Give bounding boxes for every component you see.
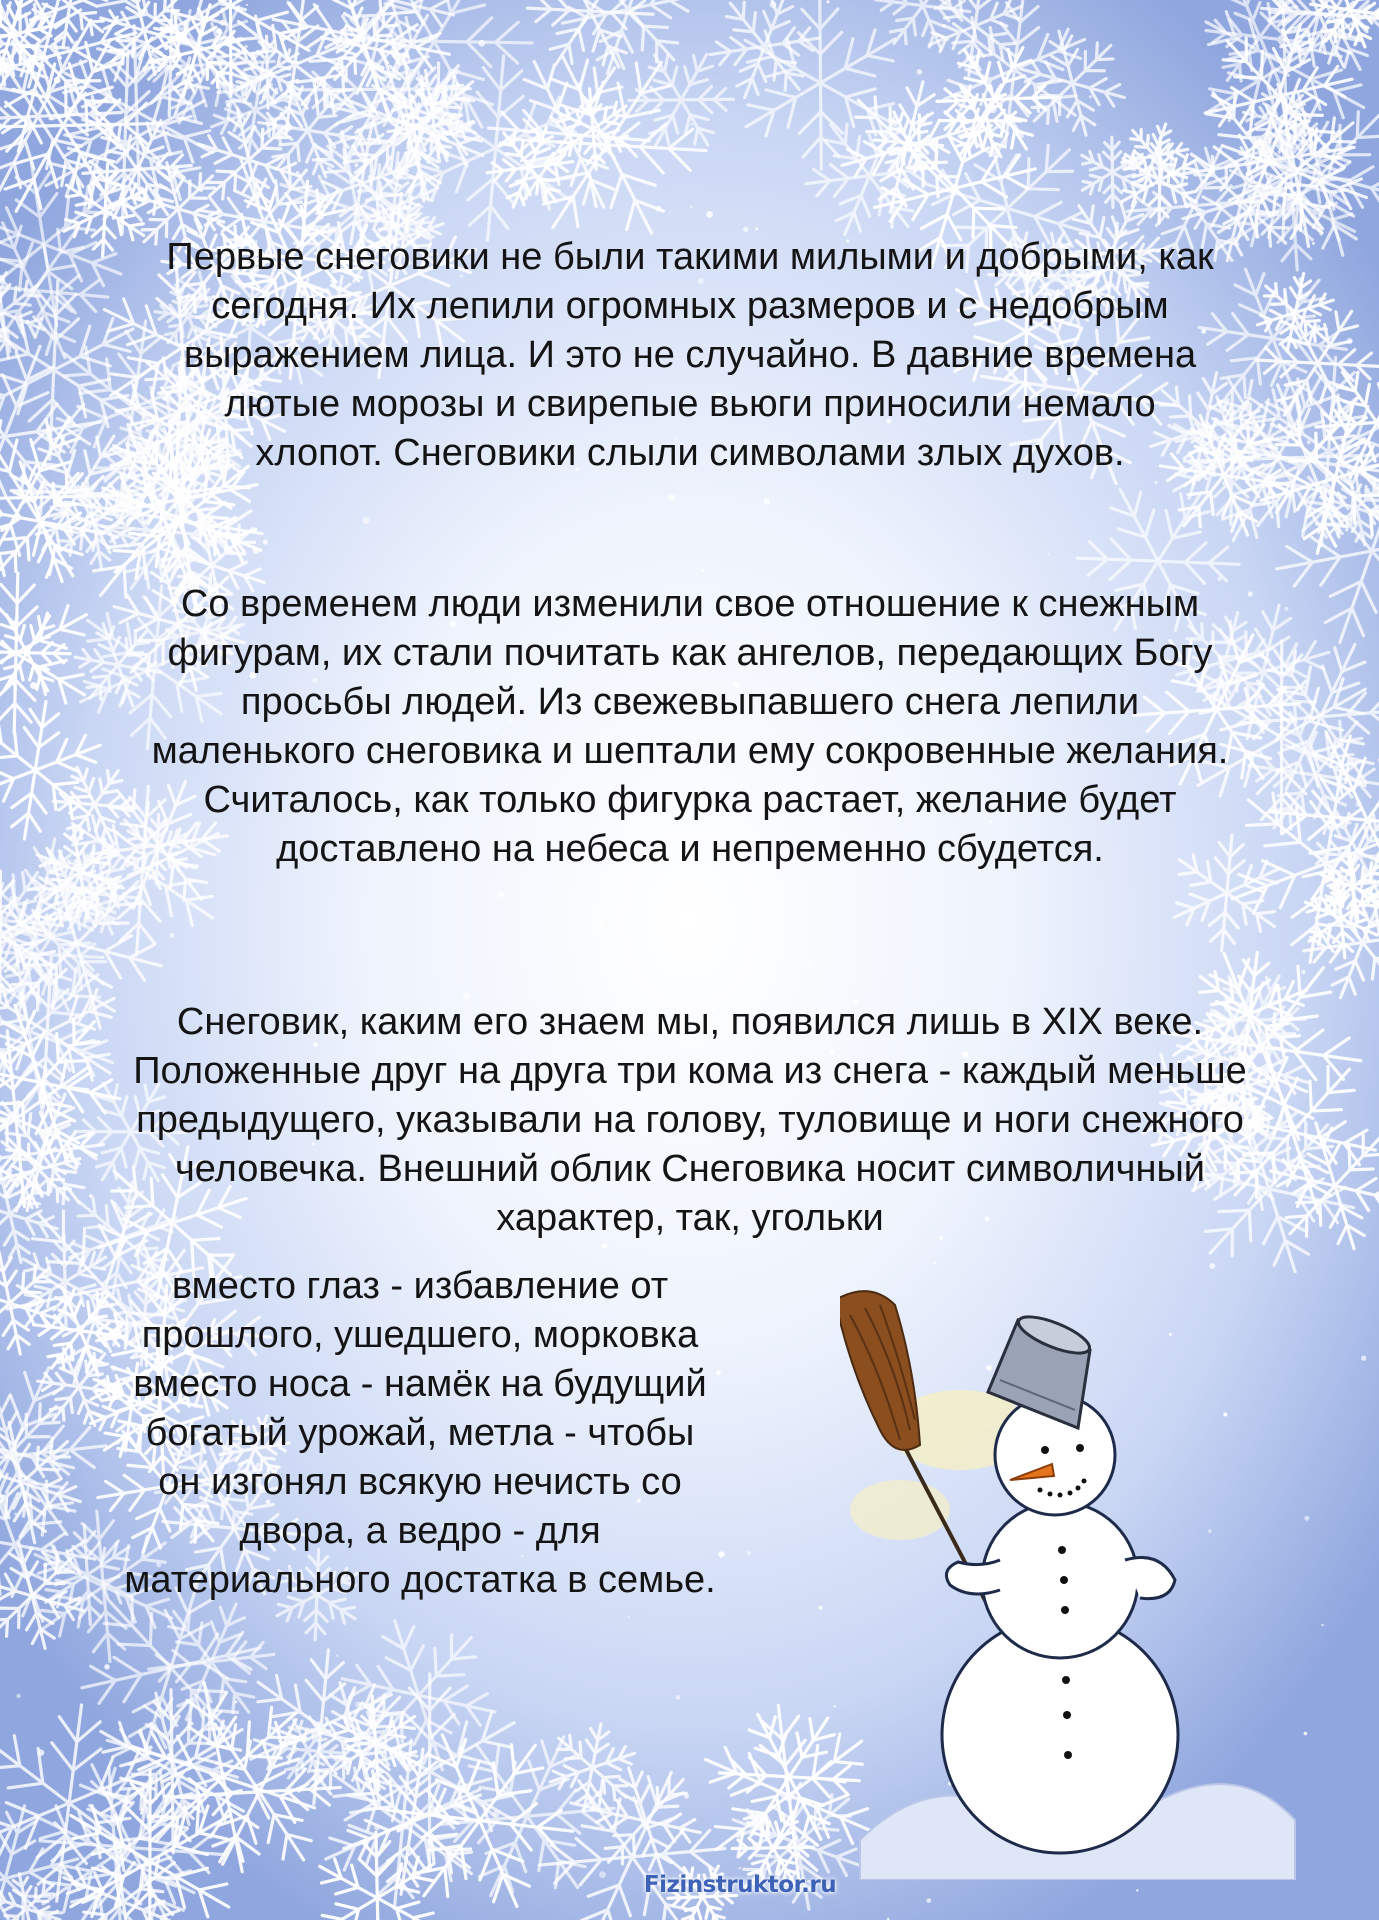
snowflake-icon [151,1683,368,1900]
sparkle [478,40,485,47]
sparkle [1361,1356,1366,1361]
sparkle [355,1701,361,1707]
sparkle [934,1262,937,1265]
sparkle [1089,95,1092,98]
sparkle [169,933,174,938]
paragraph-angels: Со временем люди изменили свое отношение к снежным фигурам, их стали почитать как ангелов, передающих Богу просьбы людей. Из свежевыпавшего снега лепили маленького снеговика и шептали ему сокровенные желания. Считалось, как только фигурка растает, желание будет доставлено на небеса и непременно сбудется. [151,583,1229,870]
sparkle [1304,1732,1308,1736]
sparkle [1304,1516,1309,1521]
sparkle [819,1606,823,1610]
sparkle [826,0,829,3]
sparkle [927,1898,932,1903]
sparkle [1307,440,1311,444]
sparkle [990,106,997,113]
sparkle [493,1810,500,1817]
sparkle [447,987,449,989]
snowman-eye-right [1076,1444,1084,1452]
sparkle [149,1746,153,1750]
sparkle [764,498,770,504]
sparkle [14,1513,17,1516]
sparkle [564,1743,567,1746]
sparkle [226,103,230,107]
sparkle [220,20,226,26]
sparkle [246,4,248,6]
sparkle [143,1861,149,1867]
sparkle [743,226,749,232]
sparkle [706,211,713,218]
sparkle [38,1749,45,1756]
sparkle [917,69,923,75]
sparkle [602,1243,607,1248]
broom-icon [840,1291,920,1450]
sparkle [30,682,37,689]
sparkle [234,1701,237,1704]
sparkle [1346,338,1352,344]
snowman-eye-left [1041,1446,1049,1454]
sparkle [104,1664,109,1669]
sparkle [1356,801,1362,807]
sparkle [54,77,61,84]
sparkle [1155,481,1158,484]
sparkle [1136,1889,1138,1891]
sparkle [656,206,662,212]
paragraph-symbols: вместо глаз - избавление от прошлого, ушедшего, морковка вместо носа - намёк на будущий богатый урожай, метла - чтобы он изгонял всякую нечисть со двора, а ведро - для материального достатка в семье. [124,1265,716,1601]
sparkle [1361,16,1364,19]
sparkle [98,1542,101,1545]
sparkle [1301,970,1305,974]
sparkle [26,320,30,324]
sparkle [167,1753,170,1756]
sparkle [16,1694,20,1698]
paragraph-history: Первые снеговики не были такими милыми и добрыми, как сегодня. Их лепили огромных размеров и с недобрым выражением лица. И это не случайно. В давние времена лютые морозы и свирепые вьюги приносили немало хлопот. Снеговики слыли символами злых духов. [166,236,1214,474]
sparkle [499,892,504,897]
sparkle [701,569,705,573]
sparkle [78,85,83,90]
sparkle [690,206,692,208]
snowman-arm-left [946,1560,1000,1594]
sparkle [253,547,260,554]
watermark: Fizinstruktor.ru [643,1872,837,1898]
sparkle [216,28,222,34]
sparkle [263,539,268,544]
sparkle [459,1747,463,1751]
sparkle [111,1366,117,1372]
paragraph-modern-snowman: Снеговик, каким его знаем мы, появился лишь в XIX веке. Положенные друг на друга три кома из снега - каждый меньше предыдущего, указывали на голову, туловище и ноги снежного человечка. Внешний облик Снеговика носит символичный характер, так, угольки [133,1001,1247,1239]
snowman-illustration [840,1280,1300,1880]
sparkle [1248,591,1253,596]
sparkle [684,1794,689,1799]
sparkle [690,123,693,126]
sparkle [1321,1624,1324,1627]
sparkle [628,1616,630,1618]
sparkle [833,1705,836,1708]
sparkle [1210,1263,1216,1269]
sparkle [336,1655,338,1657]
sparkle [676,1695,681,1700]
sparkle [1048,553,1050,555]
sparkle [669,495,675,501]
sparkle [355,163,359,167]
sparkle [755,227,758,230]
sparkle [599,1871,606,1878]
sparkle [739,1867,741,1869]
sparkle [374,1825,380,1831]
sparkle [7,1148,12,1153]
sparkle [23,139,25,141]
sparkle [89,1194,92,1197]
sparkle [807,961,810,964]
sparkle [598,920,604,926]
sparkle [1285,607,1289,611]
sparkle [413,152,418,157]
sparkle [747,1551,751,1555]
sparkle [150,1778,155,1783]
sparkle [770,1,777,8]
sparkle [83,1028,88,1033]
snowflake-icon [0,594,86,712]
sparkle [1312,242,1315,245]
sparkle [363,517,370,524]
